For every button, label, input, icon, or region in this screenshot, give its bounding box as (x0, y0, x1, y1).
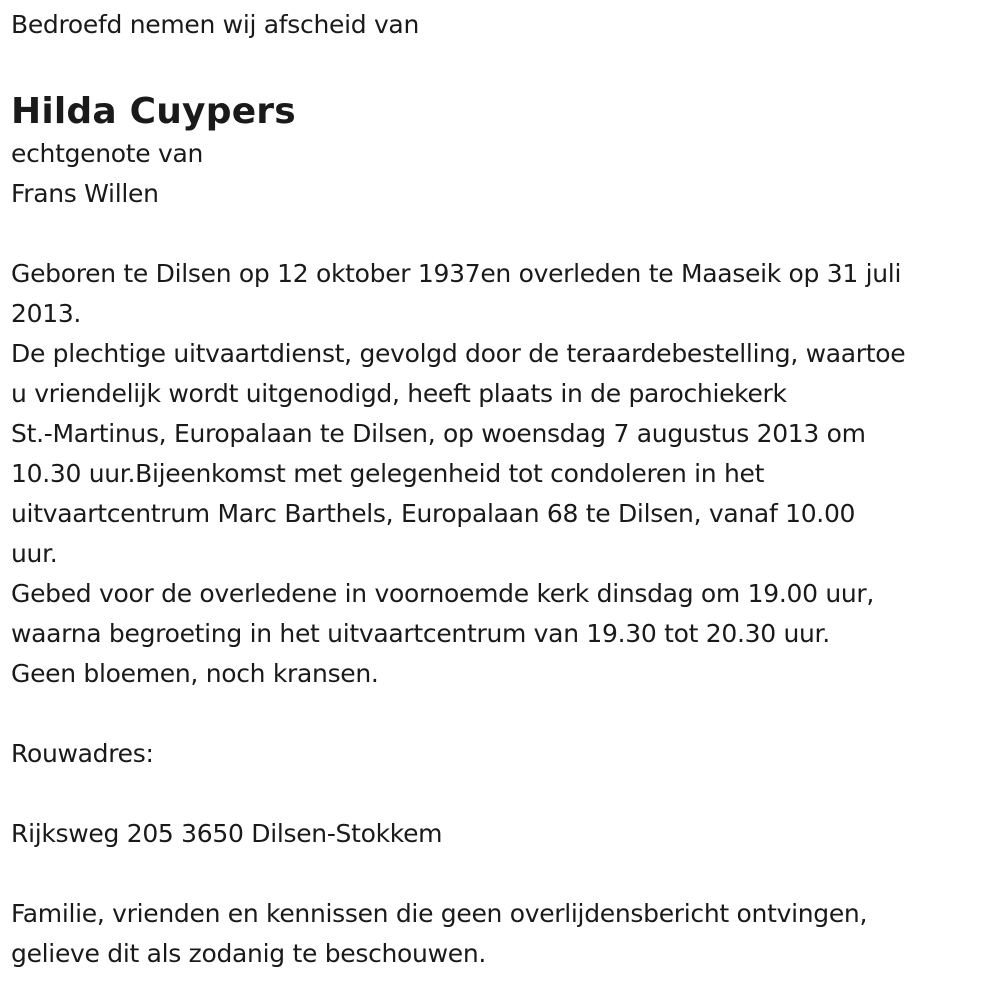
closing-line: gelieve dit als zodanig te beschouwen. (11, 939, 487, 968)
deceased-name: Hilda Cuypers (11, 91, 296, 132)
body-line: uur. (11, 539, 58, 568)
mourning-address: Rijksweg 205 3650 Dilsen-Stokkem (11, 819, 443, 848)
spouse-name: Frans Willen (11, 179, 159, 208)
death-notice (11, 5, 991, 974)
body-line: Geboren te Dilsen op 12 oktober 1937en overleden te Maaseik op 31 juli (11, 259, 902, 288)
spacer (11, 854, 991, 894)
spacer (11, 694, 991, 734)
closing-text (11, 894, 991, 974)
body-line: St.-Martinus, Europalaan te Dilsen, op woensdag 7 augustus 2013 om (11, 419, 866, 448)
intro-text: Bedroefd nemen wij afscheid van (11, 10, 419, 39)
body-line: uitvaartcentrum Marc Barthels, Europalaan 68 te Dilsen, vanaf 10.00 (11, 499, 856, 528)
body-line: u vriendelijk wordt uitgenodigd, heeft plaats in de parochiekerk (11, 379, 787, 408)
body-line: Geen bloemen, noch kransen. (11, 659, 379, 688)
body-line: 2013. (11, 299, 82, 328)
closing-line: Familie, vrienden en kennissen die geen overlijdensbericht ontvingen, (11, 899, 868, 928)
notice-body (11, 254, 991, 694)
body-line: Gebed voor de overledene in voornoemde kerk dinsdag om 19.00 uur, (11, 579, 875, 608)
body-line: 10.30 uur.Bijeenkomst met gelegenheid tot condoleren in het (11, 459, 765, 488)
spacer (11, 214, 991, 254)
spacer (11, 45, 991, 84)
address-label: Rouwadres: (11, 739, 154, 768)
body-line: waarna begroeting in het uitvaartcentrum van 19.30 tot 20.30 uur. (11, 619, 830, 648)
spacer (11, 774, 991, 814)
relation-text: echtgenote van (11, 139, 204, 168)
body-line: De plechtige uitvaartdienst, gevolgd door de teraardebestelling, waartoe (11, 339, 906, 368)
